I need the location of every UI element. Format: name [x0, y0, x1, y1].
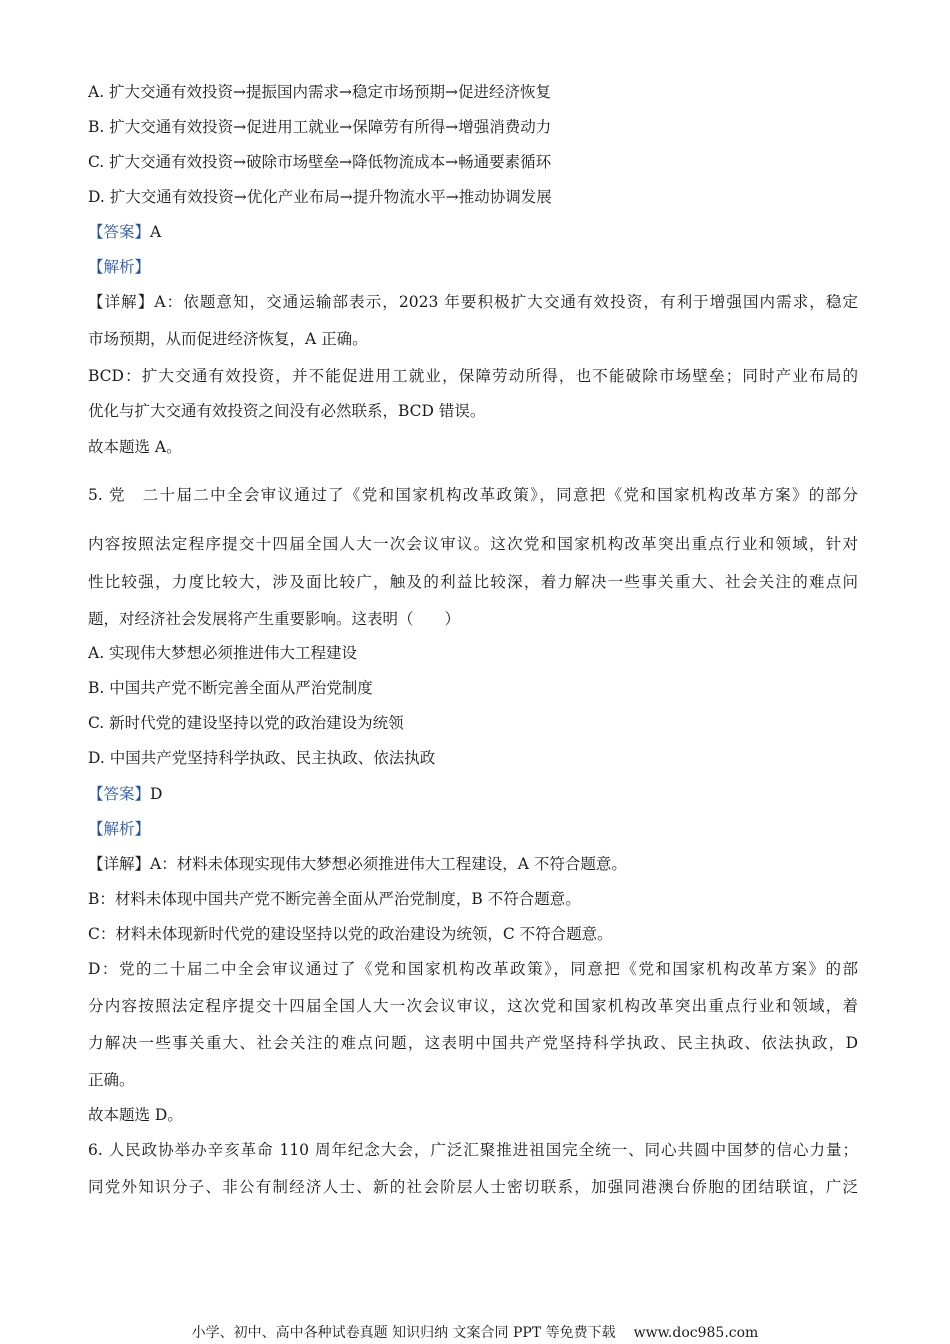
- answer-tag: 【答案】: [88, 785, 151, 803]
- detail-tag: 【详解】: [88, 293, 155, 311]
- detail-tag: 【详解】: [88, 855, 151, 873]
- q4-detail-line: 市场预期，从而促进经济恢复，A 正确。: [88, 330, 368, 348]
- q5-option-b: B. 中国共产党不断完善全面从严治党制度: [88, 679, 373, 697]
- q5-stem-line: 5. 党 二十届二中全会审议通过了《党和国家机构改革政策》，同意把《党和国家机构改革方案》的部分: [88, 486, 858, 504]
- q5-detail-line: C：材料未体现新时代党的建设坚持以党的政治建设为统领，C 不符合题意。: [88, 925, 613, 943]
- q5-detail-line: B：材料未体现中国共产党不断完善全面从严治党制度，B 不符合题意。: [88, 890, 581, 908]
- answer-value: D: [150, 785, 163, 803]
- q5-detail-line: [88, 854, 627, 874]
- footer-text: 小学、初中、高中各种试卷真题 知识归纳 文案合同 PPT 等免费下载: [191, 1325, 616, 1341]
- q4-option-d: D. 扩大交通有效投资→优化产业布局→提升物流水平→推动协调发展: [88, 188, 552, 206]
- q4-detail-line: 优化与扩大交通有效投资之间没有必然联系，BCD 错误。: [88, 402, 486, 420]
- q4-conclusion: 故本题选 A。: [88, 438, 182, 456]
- q6-stem-line: 同党外知识分子、非公有制经济人士、新的社会阶层人士密切联系，加强同港澳台侨胞的团结联谊，广泛: [88, 1178, 858, 1196]
- q5-detail-line: 分内容按照法定程序提交十四届全国人大一次会议审议，这次党和国家机构改革突出重点行业和领域，着: [88, 997, 858, 1015]
- q4-detail-line: [88, 292, 858, 312]
- analysis-tag: 【解析】: [88, 258, 151, 276]
- q4-option-c: C. 扩大交通有效投资→破除市场壁垒→降低物流成本→畅通要素循环: [88, 153, 552, 171]
- q5-detail-line: 正确。: [88, 1071, 135, 1089]
- q5-answer: [88, 784, 162, 804]
- q5-stem-line: 性比较强，力度比较大，涉及面比较广，触及的利益比较深，着力解决一些事关重大、社会关注的难点问: [88, 573, 858, 591]
- analysis-tag: 【解析】: [88, 820, 151, 838]
- detail-text: A：依题意知，交通运输部表示，2023 年要积极扩大交通有效投资，有利于增强国内需求，稳定: [154, 293, 858, 311]
- q5-stem-line: 题，对经济社会发展将产生重要影响。这表明（ ）: [88, 610, 461, 628]
- q5-detail-line: D：党的二十届二中全会审议通过了《党和国家机构改革政策》，同意把《党和国家机构改革方案》的部: [88, 960, 858, 978]
- answer-tag: 【答案】: [88, 223, 151, 241]
- q4-answer: [88, 222, 161, 242]
- q5-analysis-heading: [88, 819, 150, 839]
- q4-detail-line: BCD：扩大交通有效投资，并不能促进用工就业，保障劳动所得，也不能破除市场壁垒；同时产业布局的: [88, 367, 858, 385]
- answer-value: A: [150, 223, 162, 241]
- q5-detail-line: 力解决一些事关重大、社会关注的难点问题，这表明中国共产党坚持科学执政、民主执政、依法执政，D: [88, 1034, 858, 1052]
- footer-url-link[interactable]: www.doc985.com: [633, 1325, 759, 1341]
- q5-conclusion: 故本题选 D。: [88, 1106, 183, 1124]
- q5-stem-line: 内容按照法定程序提交十四届全国人大一次会议审议。这次党和国家机构改革突出重点行业和领域，针对: [88, 535, 858, 553]
- q5-option-d: D. 中国共产党坚持科学执政、民主执政、依法执政: [88, 749, 436, 767]
- q5-option-a: A. 实现伟大梦想必须推进伟大工程建设: [88, 644, 358, 662]
- q6-stem-line: 6. 人民政协举办辛亥革命 110 周年纪念大会，广泛汇聚推进祖国完全统一、同心共圆中国梦的信心力量；: [88, 1141, 858, 1159]
- q5-option-c: C. 新时代党的建设坚持以党的政治建设为统领: [88, 714, 404, 732]
- page-footer: [0, 1322, 950, 1342]
- q4-option-b: B. 扩大交通有效投资→促进用工就业→保障劳有所得→增强消费动力: [88, 118, 552, 136]
- q4-analysis-heading: [88, 257, 150, 277]
- q4-option-a: A. 扩大交通有效投资→提振国内需求→稳定市场预期→促进经济恢复: [88, 83, 552, 101]
- detail-text: A：材料未体现实现伟大梦想必须推进伟大工程建设，A 不符合题意。: [150, 855, 627, 873]
